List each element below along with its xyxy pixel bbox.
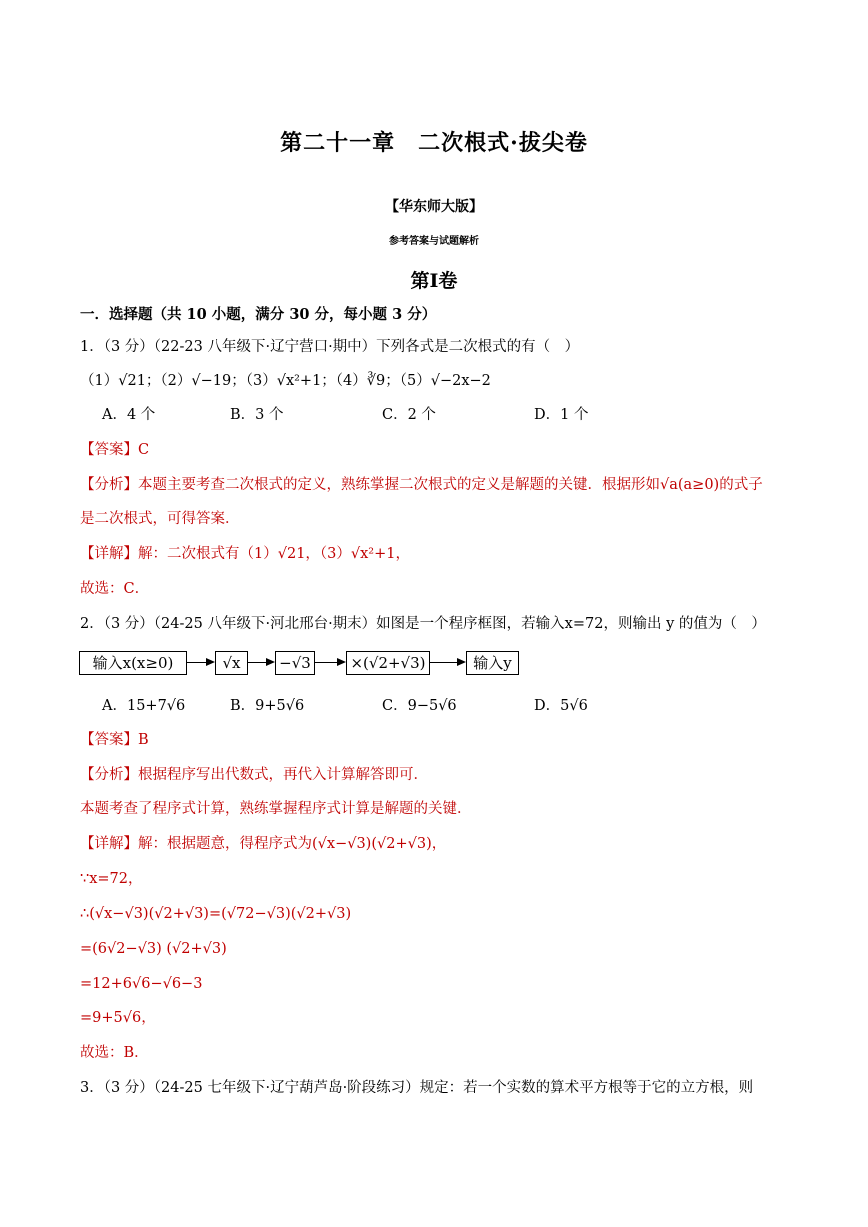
q1-stem: 1．（3 分）（22-23 八年级下·辽宁营口·期中）下列各式是二次根式的有（ ） bbox=[80, 339, 580, 355]
q2-option-a: A．15+7√6 bbox=[102, 698, 186, 714]
q2-choice: 故选：B． bbox=[80, 1045, 149, 1061]
q1-analysis-line1: 【分析】本题主要考查二次根式的定义，熟练掌握二次根式的定义是解题的关键．根据形如√a(a≥0)的式子 bbox=[80, 477, 763, 493]
flow-arrow bbox=[187, 662, 215, 664]
q2-step-3: =(6√2−√3) (√2+√3) bbox=[80, 941, 227, 957]
q3-stem: 3．（3 分）（24-25 七年级下·辽宁葫芦岛·阶段练习）规定：若一个实数的算术平方根等于它的立方根，则 bbox=[80, 1080, 754, 1096]
q2-analysis-line2: 本题考查了程序式计算，熟练掌握程序式计算是解题的关键． bbox=[80, 801, 472, 817]
q1-detail: 【详解】解：二次根式有（1）√21，（3）√x²+1， bbox=[80, 546, 410, 562]
flow-arrow bbox=[315, 662, 346, 664]
q1-option-b: B．3 个 bbox=[230, 407, 284, 423]
q2-step-1: ∵x=72， bbox=[80, 871, 143, 887]
flow-arrow bbox=[430, 662, 466, 664]
flow-box-sqrt-x: √x bbox=[215, 651, 248, 675]
section-heading: 一．选择题（共 10 小题，满分 30 分，每小题 3 分） bbox=[80, 306, 437, 323]
document-subtitle: 参考答案与试题解析 bbox=[389, 236, 479, 247]
q2-stem: 2．（3 分）（24-25 八年级下·河北邢台·期末）如图是一个程序框图，若输入x=72，则输出 y 的值为（ ） bbox=[80, 616, 766, 632]
q1-choice: 故选：C． bbox=[80, 581, 150, 597]
q2-step-2: ∴(√x−√3)(√2+√3)=(√72−√3)(√2+√3) bbox=[80, 906, 352, 922]
q1-option-c: C．2 个 bbox=[382, 407, 436, 423]
q2-step-5: =9+5√6， bbox=[80, 1010, 156, 1026]
q2-answer: 【答案】B bbox=[80, 732, 149, 748]
volume-heading: 第Ⅰ卷 bbox=[410, 270, 458, 292]
q1-option-a: A．4 个 bbox=[102, 407, 156, 423]
document-title: 第二十一章 二次根式·拔尖卷 bbox=[280, 130, 588, 156]
flow-arrow bbox=[248, 662, 275, 664]
q1-answer: 【答案】C bbox=[80, 442, 150, 458]
q2-option-b: B．9+5√6 bbox=[230, 698, 305, 714]
flow-box-multiply: ×(√2+√3) bbox=[346, 651, 430, 675]
q2-detail: 【详解】解：根据题意，得程序式为(√x−√3)(√2+√3)， bbox=[80, 836, 447, 852]
q2-option-c: C．9−5√6 bbox=[382, 698, 457, 714]
flow-box-minus-sqrt3: −√3 bbox=[275, 651, 315, 675]
q1-option-d: D．1 个 bbox=[534, 407, 589, 423]
q2-analysis-line1: 【分析】根据程序写出代数式，再代入计算解答即可． bbox=[80, 767, 428, 783]
edition-label: 【华东师大版】 bbox=[385, 199, 483, 215]
q1-items: （1）√21；（2）√−19；（3）√x²+1；（4）∛9；（5）√−2x−2 bbox=[80, 373, 491, 389]
q1-analysis-line2: 是二次根式，可得答案． bbox=[80, 511, 240, 527]
flow-box-output-y: 输入y bbox=[466, 651, 519, 675]
q2-step-4: =12+6√6−√6−3 bbox=[80, 976, 203, 992]
q2-option-d: D．5√6 bbox=[534, 698, 588, 714]
flow-box-input-x: 输入x(x≥0) bbox=[79, 651, 187, 675]
